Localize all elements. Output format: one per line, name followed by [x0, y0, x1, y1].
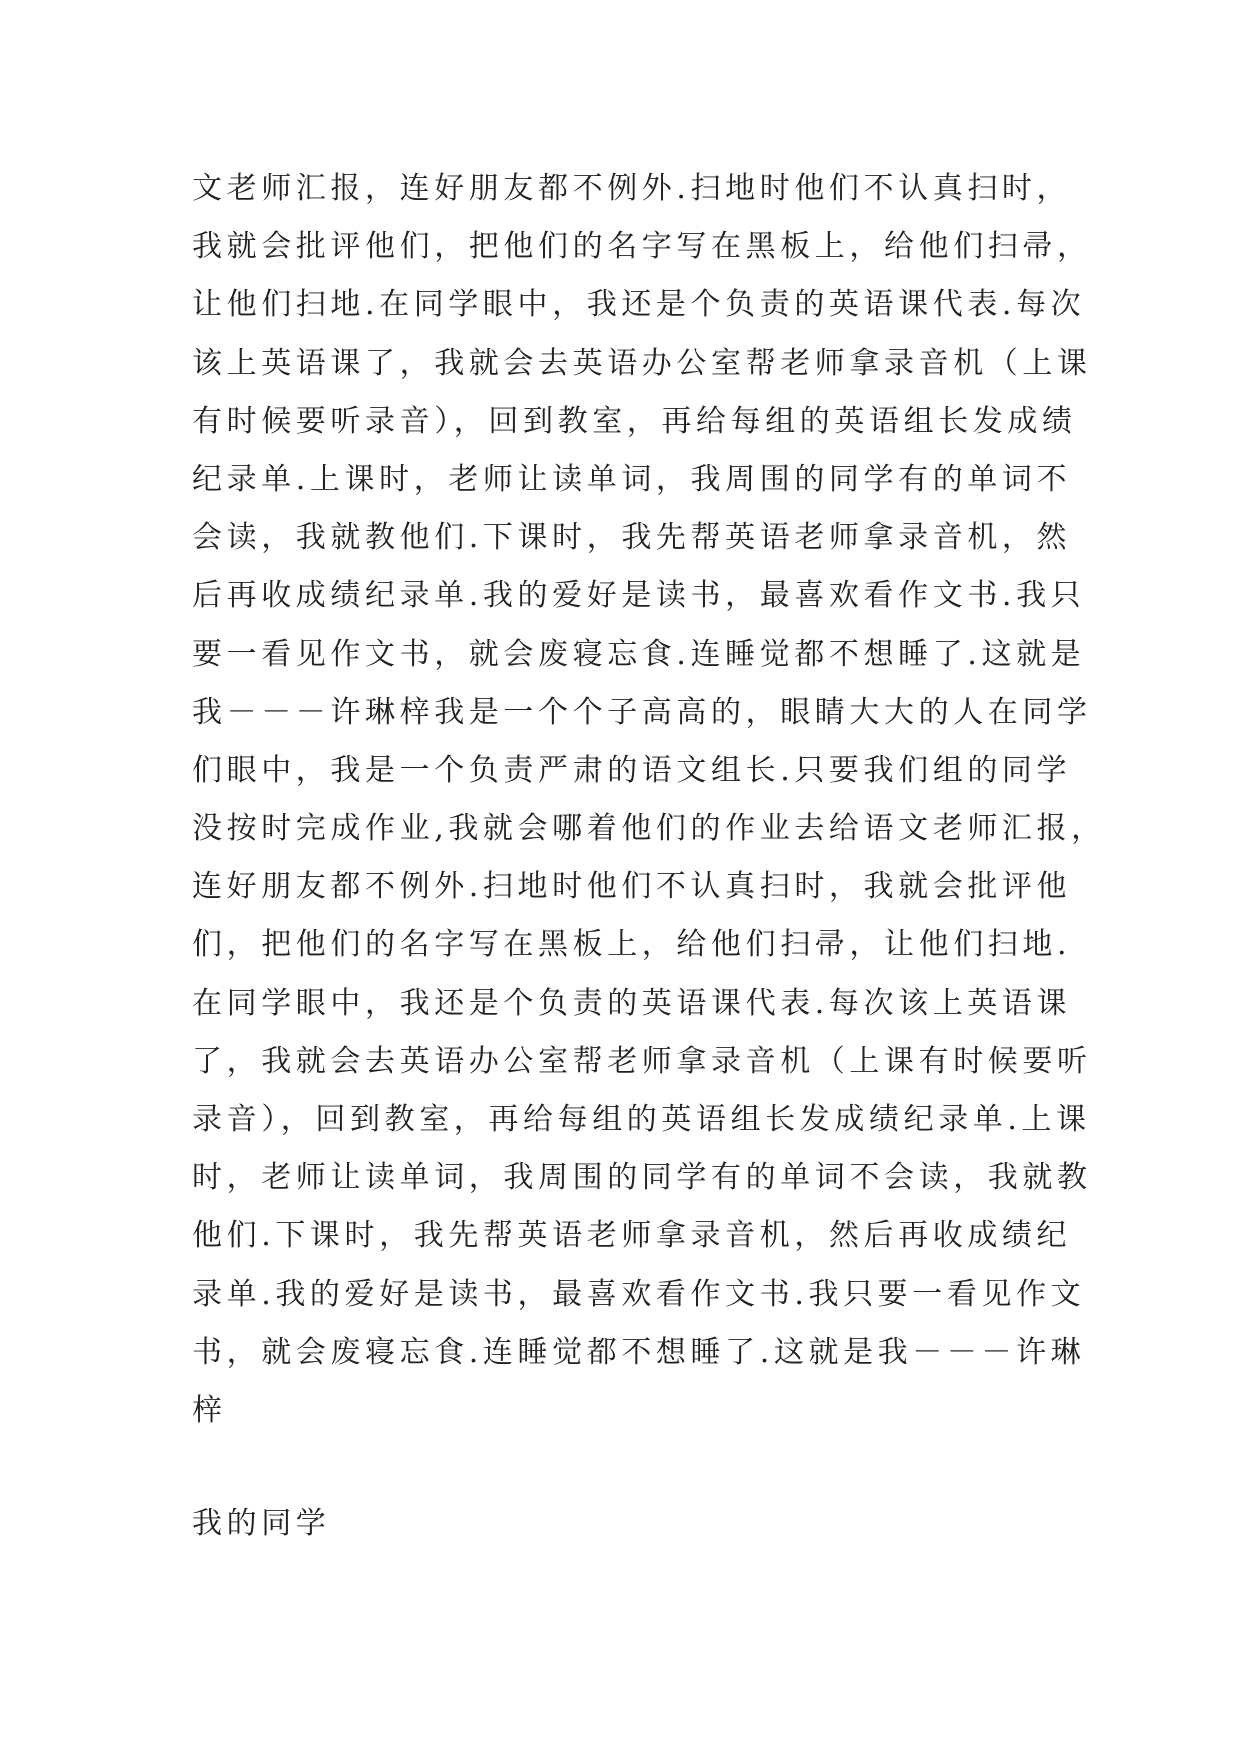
text-line: 了，我就会去英语办公室帮老师拿录音机（上课有时候要听 [192, 1043, 1092, 1079]
text-line: 要一看见作文书，就会废寝忘食.连睡觉都不想睡了.这就是 [192, 636, 1086, 672]
text-line: 会读，我就教他们.下课时，我先帮英语老师拿录音机，然 [192, 520, 1072, 556]
text-line: 没按时完成作业,我就会哪着他们的作业去给语文老师汇报， [192, 811, 1106, 847]
text-line: 让他们扫地.在同学眼中，我还是个负责的英语课代表.每次 [192, 287, 1086, 323]
text-line: 梓 [192, 1392, 227, 1428]
text-line: 在同学眼中，我还是个负责的英语课代表.每次该上英语课 [192, 985, 1072, 1021]
text-line: 有时候要听录音），回到教室，再给每组的英语组长发成绩 [192, 403, 1077, 439]
text-line: 他们.下课时，我先帮英语老师拿录音机，然后再收成绩纪 [192, 1218, 1072, 1254]
text-line: 文老师汇报，连好朋友都不例外.扫地时他们不认真扫时， [192, 171, 1072, 206]
text-line: 书，就会废寝忘食.连睡觉都不想睡了.这就是我－－－许琳 [192, 1334, 1086, 1370]
text-line: 后再收成绩纪录单.我的爱好是读书，最喜欢看作文书.我只 [192, 578, 1086, 614]
text-line: 纪录单.上课时，老师让读单词，我周围的同学有的单词不 [192, 461, 1072, 497]
text-line: 该上英语课了，我就会去英语办公室帮老师拿录音机（上课 [192, 345, 1092, 381]
text-line: 时，老师让读单词，我周围的同学有的单词不会读，我就教 [192, 1160, 1092, 1196]
text-line: 我就会批评他们，把他们的名字写在黑板上，给他们扫帚， [192, 229, 1092, 265]
text-line: 我－－－许琳梓我是一个个子高高的，眼睛大大的人在同学 [192, 694, 1092, 730]
text-line: 们，把他们的名字写在黑板上，给他们扫帚，让他们扫地. [192, 927, 1072, 963]
text-line: 录音），回到教室，再给每组的英语组长发成绩纪录单.上课 [192, 1102, 1091, 1137]
text-line: 们眼中，我是一个负责严肃的语文组长.只要我们组的同学 [192, 752, 1072, 788]
text-line: 录单.我的爱好是读书，最喜欢看作文书.我只要一看见作文 [192, 1276, 1086, 1312]
text-line: 连好朋友都不例外.扫地时他们不认真扫时，我就会批评他 [192, 869, 1072, 905]
section-title: 我的同学 [192, 1506, 331, 1541]
essay-paragraph [192, 160, 1106, 1440]
